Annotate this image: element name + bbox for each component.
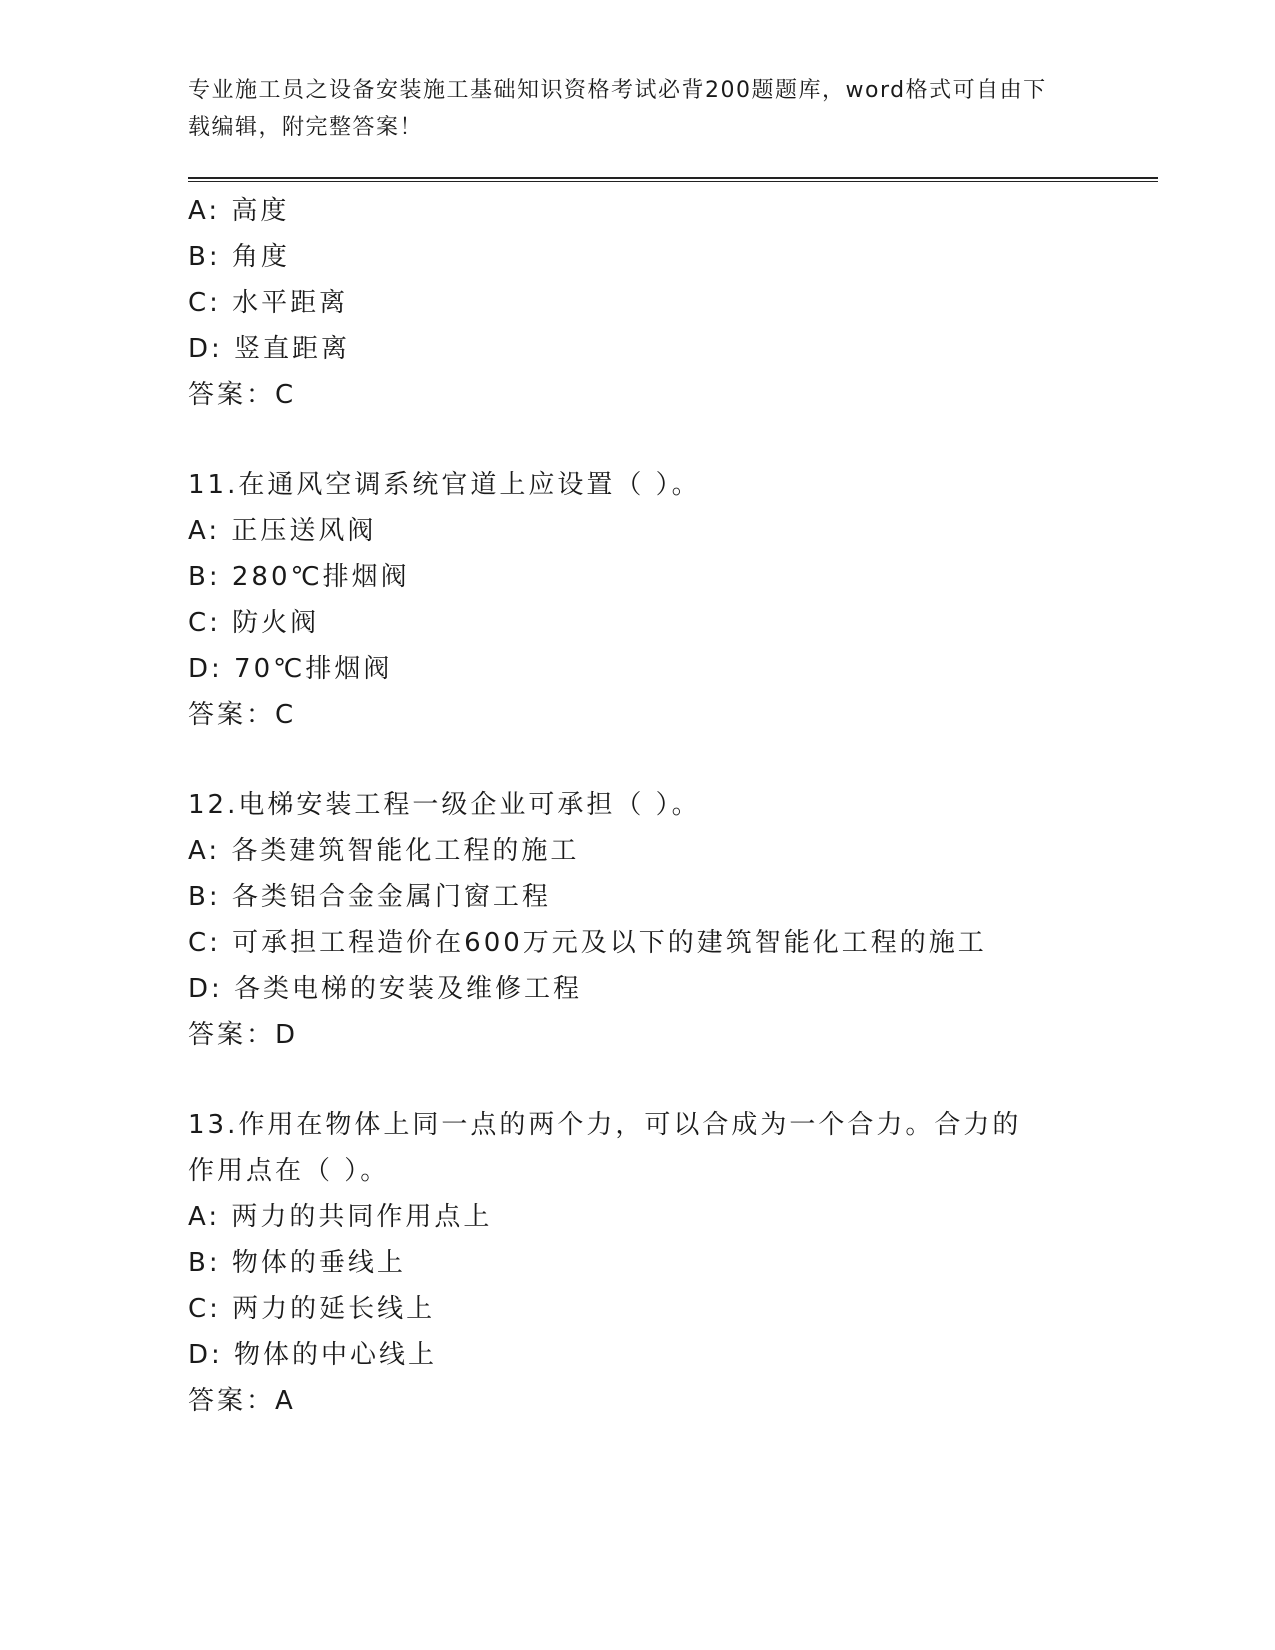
answer-line: 答案：A <box>188 1386 296 1416</box>
option-d: D: 各类电梯的安装及维修工程 <box>188 974 583 1004</box>
question-stem: 13.作用在物体上同一点的两个力，可以合成为一个合力。合力的作用点在（ ）。 <box>188 1110 1022 1186</box>
answer-line: 答案：D <box>188 1020 299 1050</box>
option-a: A: 两力的共同作用点上 <box>188 1202 493 1232</box>
document-header: 专业施工员之设备安装施工基础知识资格考试必背200题题库，word格式可自由下载编辑，附完整答案！ <box>188 78 1047 140</box>
question-stem: 12.电梯安装工程一级企业可承担（ ）。 <box>188 790 701 820</box>
option-b: B: 280℃排烟阀 <box>188 562 410 592</box>
answer-line: 答案：C <box>188 700 297 730</box>
question-block <box>188 462 1088 738</box>
answer-line: 答案：C <box>188 380 297 410</box>
option-a: A: 各类建筑智能化工程的施工 <box>188 836 580 866</box>
option-c: C: 两力的延长线上 <box>188 1294 436 1324</box>
option-b: B: 物体的垂线上 <box>188 1248 406 1278</box>
option-c: C: 水平距离 <box>188 288 349 318</box>
option-b: B: 各类铝合金金属门窗工程 <box>188 882 551 912</box>
option-b: B: 角度 <box>188 242 290 272</box>
question-list <box>188 188 1088 1424</box>
option-a: A: 正压送风阀 <box>188 516 377 546</box>
question-block <box>188 782 1088 1058</box>
option-d: D: 70℃排烟阀 <box>188 654 393 684</box>
option-c: C: 防火阀 <box>188 608 320 638</box>
question-block <box>188 1102 1088 1424</box>
option-d: D: 竖直距离 <box>188 334 351 364</box>
question-stem: 11.在通风空调系统官道上应设置（ ）。 <box>188 470 701 500</box>
option-a: A: 高度 <box>188 196 290 226</box>
option-c: C: 可承担工程造价在600万元及以下的建筑智能化工程的施工 <box>188 928 987 958</box>
header-divider <box>188 177 1158 182</box>
question-block <box>188 188 1088 418</box>
option-d: D: 物体的中心线上 <box>188 1340 438 1370</box>
